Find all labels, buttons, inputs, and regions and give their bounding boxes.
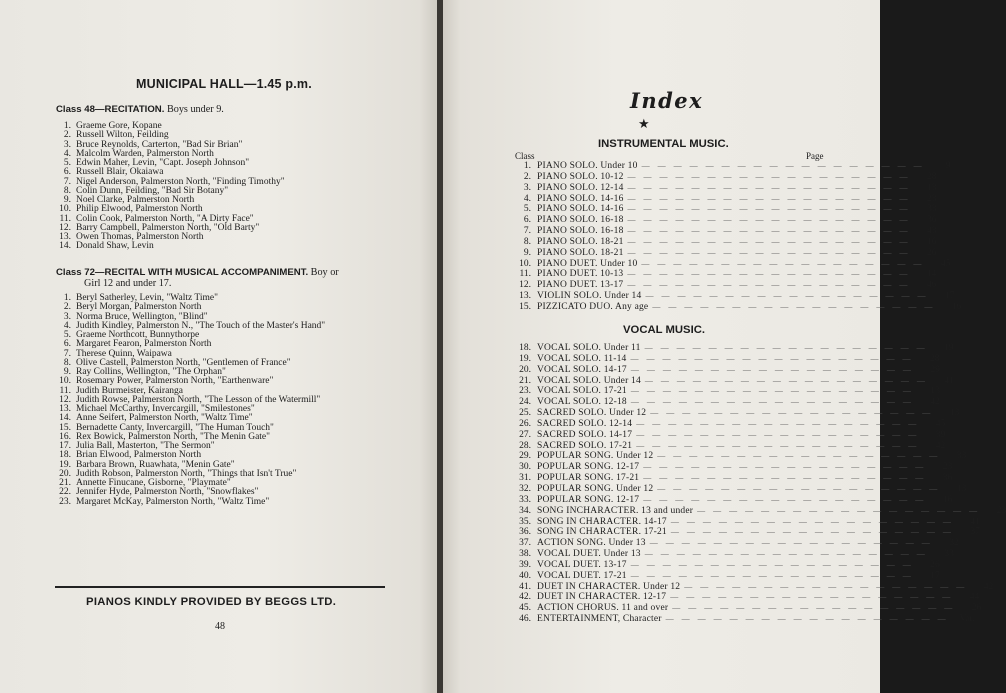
dot-leader: — — — — — — — — — — — — — — — — — — — [630, 353, 914, 363]
index-row — [515, 418, 946, 430]
entry-text: Donald Shaw, Levin — [76, 241, 154, 252]
index-class-number: 25. — [519, 408, 531, 419]
entry-number: 11. — [59, 385, 71, 396]
index-page-number: 42 — [983, 581, 994, 592]
vocal-heading: VOCAL MUSIC. — [623, 324, 706, 336]
dot-leader: — — — — — — — — — — — — — — — — — — — [643, 462, 927, 472]
index-title-text: SONG INCHARACTER. 13 and under — [537, 505, 694, 516]
index-class-number: 30. — [519, 462, 531, 473]
index-class-number: 41. — [519, 581, 531, 592]
entry-text: Bruce Reynolds, Carterton, "Bad Sir Brian" — [76, 139, 243, 150]
entry-number: 8. — [63, 185, 71, 196]
entry-number: 21. — [59, 478, 71, 488]
index-title-text: PIANO SOLO. 18-21 — [537, 247, 624, 258]
entry-text: Anne Seifert, Palmerston North, "Waltz Time" — [76, 413, 253, 424]
index-class-number: 2. — [523, 171, 531, 182]
dot-leader: — — — — — — — — — — — — — — — — — — — [627, 171, 911, 181]
entry-number: 5. — [63, 158, 71, 168]
dot-leader: — — — — — — — — — — — — — — — — — — — [644, 343, 928, 352]
entry-number: 12. — [59, 222, 71, 233]
index-page-number: 42 — [930, 397, 940, 408]
index-page-number: 17 — [930, 570, 940, 581]
dot-leader: — — — — — — — — — — — — — — — — — — — [641, 161, 925, 170]
index-class-number: 42. — [519, 592, 531, 603]
entry-number: 14. — [59, 413, 71, 424]
entry-text: Judith Rowse, Palmerston North, "The Lesson of the Watermill" — [76, 394, 321, 405]
index-row — [515, 258, 951, 270]
class-72-subtitle: Boy or — [310, 267, 339, 278]
index-row — [515, 538, 959, 549]
entry-number: 3. — [63, 139, 71, 150]
index-title-text: SACRED SOLO. 12-14 — [537, 418, 633, 429]
index-class-number: 28. — [519, 440, 531, 451]
index-title-text: ACTION CHORUS. 11 and over — [537, 603, 669, 614]
entry-text: Russell Blair, Okaiawa — [76, 167, 164, 178]
index-row — [515, 494, 953, 506]
index-page-number: 16 — [927, 236, 937, 247]
index-title-text: VOCAL SOLO. 12-18 — [537, 397, 627, 408]
entry-text: Annette Finucane, Gisborne, "Playmate" — [76, 478, 231, 488]
index-class-number: 26. — [519, 418, 531, 429]
entry-number: 1. — [63, 293, 71, 303]
dot-leader: — — — — — — — — — — — — — — — — — — — [644, 375, 928, 385]
entry-text: Bernadette Canty, Invercargill, "The Human Touch" — [76, 422, 274, 433]
entry-number: 2. — [63, 130, 71, 141]
dot-leader: — — — — — — — — — — — — — — — — — — — [627, 182, 911, 192]
index-page-number: 13 — [956, 483, 967, 494]
index-page-number: 44 — [969, 592, 980, 603]
index-title-text: PIANO DUET. Under 10 — [537, 258, 638, 269]
entry-text: Rex Bowick, Palmerston North, "The Menin Gate" — [76, 431, 271, 442]
footer-note: PIANOS KINDLY PROVIDED BY BEGGS LTD. — [86, 596, 337, 608]
index-title-text: POPULAR SONG. Under 12 — [537, 483, 654, 494]
dot-leader: — — — — — — — — — — — — — — — — — — — [636, 429, 920, 439]
index-title-text: SACRED SOLO. Under 12 — [537, 408, 647, 419]
index-row — [515, 570, 940, 582]
dot-leader: — — — — — — — — — — — — — — — — — — — [670, 592, 954, 602]
instrumental-index — [515, 161, 962, 313]
dot-leader: — — — — — — — — — — — — — — — — — — — [627, 226, 911, 236]
instrumental-heading: INSTRUMENTAL MUSIC. — [598, 138, 729, 150]
dot-leader: — — — — — — — — — — — — — — — — — — — [627, 280, 911, 290]
entry-number: 14. — [59, 241, 71, 252]
entry-number: 8. — [63, 357, 71, 368]
entry-text: Graeme Gore, Kopane — [76, 121, 162, 131]
index-page-number: 13 — [927, 182, 937, 193]
index-title-text: PIZZICATO DUO. Any age — [537, 301, 649, 312]
index-page-number: 45 — [935, 418, 946, 429]
index-class-number: 18. — [519, 343, 531, 353]
class-72-heading — [56, 267, 406, 289]
index-title-text: VOCAL SOLO. 17-21 — [537, 386, 627, 397]
index-title-text: SONG IN CHARACTER. 14-17 — [537, 516, 667, 527]
vocal-index — [515, 343, 1006, 625]
index-page-number: 33 — [927, 204, 937, 215]
index-class-number: 7. — [523, 226, 531, 237]
entry-text: Olive Castell, Palmerston North, "Gentlemen of France" — [76, 357, 291, 368]
entry-number: 13. — [59, 232, 71, 242]
index-class-number: 9. — [523, 247, 531, 258]
venue-heading: MUNICIPAL HALL—1.45 p.m. — [136, 77, 312, 91]
dot-leader: — — — — — — — — — — — — — — — — — — — [645, 291, 929, 301]
index-page-number: 17 — [944, 291, 955, 302]
entry-text: Margaret Fearon, Palmerston North — [76, 339, 212, 350]
index-row — [515, 408, 960, 419]
dot-leader: — — — — — — — — — — — — — — — — — — — [627, 215, 911, 225]
index-row — [515, 161, 951, 172]
index-row — [515, 375, 954, 387]
index-page-number: 39 — [935, 429, 946, 440]
index-row — [515, 353, 940, 365]
dot-leader: — — — — — — — — — — — — — — — — — — — [672, 603, 956, 613]
dot-leader: — — — — — — — — — — — — — — — — — — — [630, 386, 914, 396]
index-class-number: 4. — [523, 193, 531, 204]
index-page-number: 28 — [930, 353, 940, 364]
index-class-number: 23. — [519, 386, 531, 397]
index-title-text: DUET IN CHARACTER. 12-17 — [537, 592, 667, 603]
entry-text: Brian Elwood, Palmerston North — [76, 450, 202, 461]
index-class-number: 24. — [519, 397, 531, 408]
index-page-number: 23 — [927, 193, 937, 204]
class-72-subtitle-cont: Girl 12 and under 17. — [84, 278, 172, 289]
index-page-number: 26 — [930, 559, 940, 570]
index-page-number: 46 — [926, 280, 937, 291]
index-class-number: 35. — [519, 516, 531, 527]
index-title-text: PIANO SOLO. 10-12 — [537, 171, 624, 182]
entry-number: 4. — [63, 320, 71, 331]
index-page-number: 9 — [945, 161, 951, 171]
index-row — [515, 473, 953, 484]
index-class-number: 5. — [523, 204, 531, 215]
dot-leader: — — — — — — — — — — — — — — — — — — — [636, 440, 920, 450]
page-column-label: Page — [806, 151, 824, 161]
index-row — [515, 516, 980, 528]
entry-text: Colin Cook, Palmerston North, "A Dirty Face" — [76, 213, 254, 224]
dot-leader: — — — — — — — — — — — — — — — — — — — [643, 494, 927, 504]
index-title-text: VOCAL SOLO. Under 14 — [537, 375, 641, 386]
index-title-text: VOCAL DUET. 13-17 — [537, 559, 627, 570]
entry-text: Barry Campbell, Palmerston North, "Old Barty" — [76, 222, 260, 233]
entry-number: 22. — [59, 487, 71, 498]
index-row — [515, 462, 953, 473]
index-page-number: 16 — [942, 494, 953, 505]
left-page — [0, 0, 437, 693]
index-page-number: 16 — [951, 301, 962, 312]
entry-text: Beryl Morgan, Palmerston North — [76, 302, 202, 313]
index-row — [515, 247, 937, 259]
index-row — [515, 269, 937, 280]
dot-leader: — — — — — — — — — — — — — — — — — — — [644, 549, 928, 559]
entry-number: 18. — [59, 450, 71, 461]
dot-leader: — — — — — — — — — — — — — — — — — — — [627, 247, 911, 257]
index-row — [515, 549, 954, 560]
entry-number: 10. — [59, 204, 71, 215]
entry-number: 15. — [59, 422, 71, 433]
index-class-number: 19. — [519, 353, 531, 364]
dot-leader: — — — — — — — — — — — — — — — — — — — [630, 397, 914, 407]
index-page-number: 42 — [935, 440, 946, 451]
entry-row — [56, 242, 285, 251]
class-48-entries — [56, 122, 285, 252]
index-class-number: 27. — [519, 429, 531, 440]
index-row — [515, 280, 937, 291]
index-row — [515, 386, 940, 397]
dot-leader: — — — — — — — — — — — — — — — — — — — [670, 516, 954, 526]
index-class-number: 6. — [523, 215, 531, 226]
index-class-number: 8. — [523, 236, 531, 247]
entry-number: 2. — [63, 302, 71, 313]
index-class-number: 15. — [519, 301, 531, 312]
index-page-number: 29 — [930, 364, 940, 375]
index-class-number: 39. — [519, 559, 531, 570]
index-title-text: PIANO SOLO. 16-18 — [537, 226, 624, 237]
index-title-text: POPULAR SONG. Under 12 — [537, 451, 654, 462]
index-title-text: SACRED SOLO. 17-21 — [537, 440, 633, 451]
dot-leader: — — — — — — — — — — — — — — — — — — — [630, 570, 914, 580]
dot-leader: — — — — — — — — — — — — — — — — — — — [657, 483, 941, 493]
index-page-number: 14 — [926, 269, 937, 280]
entry-text: Barbara Brown, Ruawhata, "Menin Gate" — [76, 459, 235, 470]
dot-leader: — — — — — — — — — — — — — — — — — — — [627, 204, 911, 214]
index-title-text: POPULAR SONG. 17-21 — [537, 473, 640, 484]
entry-text: Russell Wilton, Feilding — [76, 130, 169, 141]
entry-text: Ray Collins, Wellington, "The Orphan" — [76, 367, 226, 377]
entry-number: 11. — [59, 213, 71, 224]
star-icon: ★ — [638, 116, 650, 131]
index-class-number: 11. — [519, 269, 531, 280]
class-column-label: Class — [515, 151, 535, 161]
dot-leader: — — — — — — — — — — — — — — — — — — — [627, 236, 911, 246]
index-page-number: 43 — [927, 226, 937, 237]
dot-leader: — — — — — — — — — — — — — — — — — — — [670, 527, 954, 537]
index-row — [515, 226, 937, 237]
dot-leader: — — — — — — — — — — — — — — — — — — — [649, 538, 933, 548]
index-title-text: POPULAR SONG. 12-17 — [537, 462, 640, 473]
page-number: 48 — [215, 621, 225, 632]
index-title-text: PIANO SOLO. 14-16 — [537, 204, 624, 215]
index-row — [515, 171, 937, 183]
index-row — [515, 236, 937, 248]
index-title-text: DUET IN CHARACTER. Under 12 — [537, 581, 681, 592]
dot-leader: — — — — — — — — — — — — — — — — — — — [643, 473, 927, 483]
index-title-text: SONG IN CHARACTER. 17-21 — [537, 527, 667, 538]
index-page-number: 23 — [996, 505, 1006, 516]
dot-leader: — — — — — — — — — — — — — — — — — — — [657, 451, 941, 461]
index-class-number: 21. — [519, 375, 531, 386]
index-class-number: 40. — [519, 570, 531, 581]
index-title-text: PIANO SOLO. 12-14 — [537, 182, 624, 193]
entry-number: 5. — [63, 330, 71, 340]
index-page-number: 36 — [942, 473, 953, 484]
index-title-text: PIANO DUET. 10-13 — [537, 269, 624, 280]
entry-number: 7. — [63, 348, 71, 359]
entry-text: Judith Burmeister, Kairanga — [76, 385, 183, 396]
index-row — [515, 581, 994, 593]
index-row — [515, 614, 975, 625]
index-page-number: 33 — [956, 451, 967, 462]
index-page-number: Var. — [959, 614, 975, 625]
entry-number: 17. — [59, 441, 71, 451]
index-title-text: VOCAL SOLO. 11-14 — [537, 353, 627, 364]
index-class-number: 31. — [519, 473, 531, 484]
index-page-number: 23 — [942, 462, 953, 473]
index-row — [515, 559, 940, 571]
index-page-number: 13 — [930, 386, 940, 397]
entry-text: Therese Quinn, Waipawa — [76, 348, 172, 359]
index-title-text: PIANO SOLO. Under 10 — [537, 161, 638, 171]
class-48-label: Class 48—RECITATION. — [56, 104, 165, 115]
index-page-number: 33 — [944, 549, 954, 560]
class-72-entries — [56, 294, 325, 507]
index-page-number: 26 — [927, 247, 937, 258]
entry-number: 3. — [63, 311, 71, 322]
entry-text: Rosemary Power, Palmerston North, "Earthenware" — [76, 376, 274, 387]
index-page-number: 45 — [940, 258, 951, 269]
index-page-number: 28 — [927, 171, 937, 182]
index-title-text: PIANO SOLO. 16-18 — [537, 215, 624, 226]
entry-number: 23. — [59, 496, 71, 507]
index-title-text: VOCAL DUET. 17-21 — [537, 570, 627, 581]
index-page-number: 26 — [971, 603, 982, 614]
class-48-subtitle: Boys under 9. — [166, 104, 224, 115]
right-page — [443, 0, 1006, 693]
dot-leader: — — — — — — — — — — — — — — — — — — — [697, 505, 981, 515]
index-class-number: 20. — [519, 364, 531, 375]
dot-leader: — — — — — — — — — — — — — — — — — — — [652, 301, 936, 311]
index-title-text: VIOLIN SOLO. Under 14 — [537, 291, 642, 302]
entry-text: Nigel Anderson, Palmerston North, "Finding Timothy" — [76, 176, 285, 187]
class-48-heading — [56, 104, 406, 115]
index-row — [515, 215, 937, 226]
index-page-number: 19 — [944, 343, 954, 353]
entry-number: 13. — [59, 404, 71, 414]
index-class-number: 13. — [519, 291, 531, 302]
index-page-number: 32 — [949, 538, 959, 549]
index-page-number: 36 — [927, 215, 937, 226]
index-row — [515, 291, 955, 302]
entry-text: Colin Dunn, Feilding, "Bad Sir Botany" — [76, 185, 229, 196]
entry-text: Julia Ball, Masterton, "The Sermon" — [76, 441, 215, 451]
index-class-number: 1. — [523, 161, 531, 171]
index-title-text: ENTERTAINMENT, Character — [537, 614, 662, 625]
entry-number: 10. — [59, 376, 71, 387]
index-class-number: 3. — [523, 182, 531, 193]
index-row — [515, 440, 946, 452]
index-title-text: POPULAR SONG. 12-17 — [537, 494, 640, 505]
index-class-number: 32. — [519, 483, 531, 494]
entry-number: 9. — [63, 195, 71, 205]
index-class-number: 12. — [519, 280, 531, 291]
index-page-number: 37 — [970, 527, 980, 538]
entry-text: Judith Kindley, Palmerston N., "The Touch of the Master's Hand" — [76, 320, 326, 331]
index-title-text: SACRED SOLO. 14-17 — [537, 429, 633, 440]
dot-leader: — — — — — — — — — — — — — — — — — — — [641, 258, 925, 268]
index-class-number: 36. — [519, 527, 531, 538]
index-row — [515, 451, 967, 462]
class-72-label: Class 72—RECITAL WITH MUSICAL ACCOMPANIMENT. — [56, 267, 309, 278]
entry-text: Beryl Satherley, Levin, "Waltz Time" — [76, 293, 218, 303]
entry-text: Norma Bruce, Wellington, "Blind" — [76, 311, 208, 322]
entry-text: Noel Clarke, Palmerston North — [76, 195, 195, 205]
dot-leader: — — — — — — — — — — — — — — — — — — — [630, 364, 914, 374]
index-row — [515, 592, 980, 603]
index-row — [515, 301, 962, 313]
index-row — [515, 193, 937, 205]
entry-text: Malcolm Warden, Palmerston North — [76, 148, 214, 159]
index-class-number: 37. — [519, 538, 531, 549]
dot-leader: — — — — — — — — — — — — — — — — — — — [630, 559, 914, 569]
entry-number: 1. — [63, 121, 71, 131]
index-title-text: VOCAL SOLO. Under 11 — [537, 343, 641, 353]
index-title-text: ACTION SONG. Under 13 — [537, 538, 646, 549]
dot-leader: — — — — — — — — — — — — — — — — — — — [627, 193, 911, 203]
index-class-number: 46. — [519, 614, 531, 625]
index-class-number: 10. — [519, 258, 531, 269]
index-page-number: 41 — [970, 516, 980, 527]
index-page-number: 13 — [949, 408, 960, 419]
entry-number: 6. — [63, 167, 71, 178]
index-class-number: 38. — [519, 549, 531, 560]
index-title-text: PIANO DUET. 13-17 — [537, 280, 624, 291]
index-row — [515, 204, 937, 215]
index-title: Index — [630, 88, 704, 113]
entry-text: Michael McCarthy, Invercargill, "Smilestones" — [76, 404, 255, 414]
entry-text: Judith Robson, Palmerston North, "Things that Isn't True" — [76, 468, 297, 479]
entry-number: 6. — [63, 339, 71, 350]
entry-text: Margaret McKay, Palmerston North, "Waltz Time" — [76, 496, 270, 507]
index-row — [515, 397, 940, 408]
index-row — [515, 483, 967, 495]
index-row — [515, 429, 946, 441]
index-row — [515, 182, 937, 194]
dot-leader: — — — — — — — — — — — — — — — — — — — [636, 418, 920, 428]
index-class-number: 33. — [519, 494, 531, 505]
entry-text: Edwin Maher, Levin, "Capt. Joseph Johnson" — [76, 158, 250, 168]
index-title-text: PIANO SOLO. 18-21 — [537, 236, 624, 247]
index-title-text: VOCAL DUET. Under 13 — [537, 549, 641, 560]
entry-row — [56, 498, 325, 507]
index-title-text: PIANO SOLO. 14-16 — [537, 193, 624, 204]
entry-number: 7. — [63, 176, 71, 187]
index-row — [515, 364, 940, 376]
index-class-number: 45. — [519, 603, 531, 614]
entry-text: Graeme Northcott, Bunnythorpe — [76, 330, 200, 340]
entry-text: Owen Thomas, Palmerston North — [76, 232, 204, 242]
index-title-text: VOCAL SOLO. 14-17 — [537, 364, 627, 375]
entry-number: 19. — [59, 459, 71, 470]
index-class-number: 29. — [519, 451, 531, 462]
dot-leader: — — — — — — — — — — — — — — — — — — — [665, 614, 949, 624]
index-page-number: 41 — [944, 375, 954, 386]
entry-text: Philip Elwood, Palmerston North — [76, 204, 203, 215]
index-row — [515, 527, 980, 538]
entry-number: 9. — [63, 367, 71, 377]
entry-text: Jennifer Hyde, Palmerston North, "Snowflakes" — [76, 487, 259, 498]
index-row — [515, 343, 954, 354]
index-row — [515, 603, 982, 614]
index-row — [515, 505, 1006, 517]
entry-number: 20. — [59, 468, 71, 479]
dot-leader: — — — — — — — — — — — — — — — — — — — [684, 581, 968, 591]
dot-leader: — — — — — — — — — — — — — — — — — — — [627, 269, 911, 279]
entry-number: 16. — [59, 431, 71, 442]
dot-leader: — — — — — — — — — — — — — — — — — — — [650, 408, 934, 418]
index-class-number: 34. — [519, 505, 531, 516]
entry-number: 12. — [59, 394, 71, 405]
entry-number: 4. — [63, 148, 71, 159]
footer-rule — [55, 586, 385, 588]
